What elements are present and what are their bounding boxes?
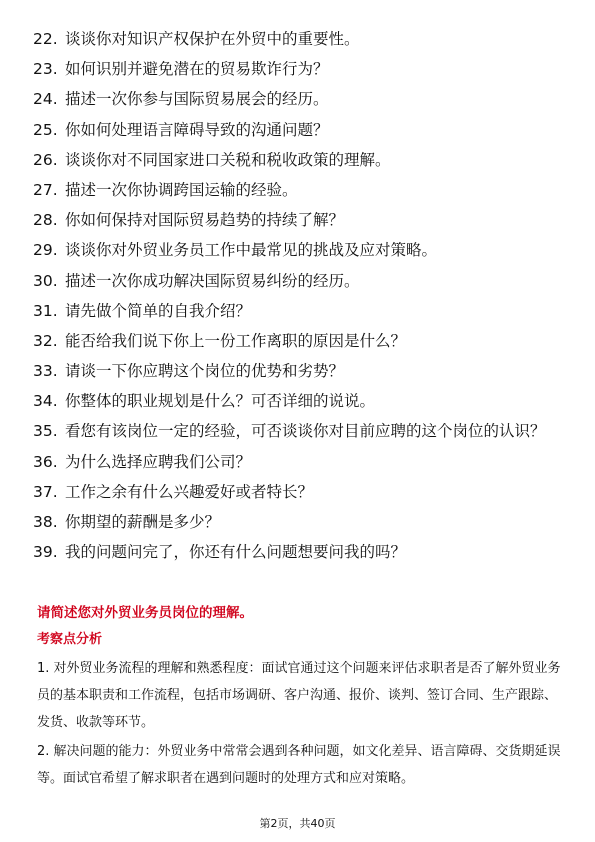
question-item	[33, 360, 563, 382]
question-number: 22.	[33, 30, 58, 48]
question-text: 你期望的薪酬是多少？	[65, 513, 221, 531]
question-text: 能否给我们说下你上一份工作离职的原因是什么？	[65, 331, 407, 350]
section-title: 请简述您对外贸业务员岗位的理解。	[37, 605, 253, 621]
analysis-section	[37, 603, 562, 794]
question-item	[33, 119, 563, 141]
question-number: 32.	[33, 331, 58, 350]
question-text: 描述一次你参与国际贸易展会的经历。	[65, 90, 329, 109]
question-number: 28.	[33, 211, 58, 230]
question-item	[33, 511, 563, 533]
question-text: 如何识别并避免潜在的贸易欺诈行为？	[65, 60, 329, 79]
question-text: 请先做个简单的自我介绍？	[65, 301, 252, 320]
analysis-point: 2. 解决问题的能力：外贸业务中常常会遇到各种问题，如文化差异、语言障碍、交货期延误等。面试官希望了解求职者在遇到问题时的处理方式和应对策略。	[37, 744, 561, 786]
question-text: 你如何处理语言障碍导致的沟通问题？	[65, 120, 329, 139]
question-number: 33.	[33, 362, 58, 381]
question-list	[33, 28, 563, 571]
question-item	[33, 541, 563, 563]
question-number: 34.	[33, 392, 58, 411]
question-number: 23.	[33, 60, 58, 79]
question-text: 谈谈你对知识产权保护在外贸中的重要性。	[65, 30, 360, 48]
question-number: 24.	[33, 90, 58, 109]
question-number: 25.	[33, 120, 58, 139]
question-item	[33, 58, 563, 80]
analysis-point: 1. 对外贸业务流程的理解和熟悉程度：面试官通过这个问题来评估求职者是否了解外贸业务员的基本职责和工作流程，包括市场调研、客户沟通、报价、谈判、签订合同、生产跟踪、发货、收款等环节。	[37, 661, 561, 730]
question-text: 描述一次你协调跨国运输的经验。	[65, 180, 298, 199]
question-item	[33, 390, 563, 412]
question-item	[33, 88, 563, 110]
question-item	[33, 239, 563, 261]
question-number: 29.	[33, 241, 58, 260]
question-text: 描述一次你成功解决国际贸易纠纷的经历。	[65, 271, 360, 290]
question-item	[33, 420, 563, 442]
question-text: 谈谈你对外贸业务员工作中最常见的挑战及应对策略。	[65, 241, 438, 260]
question-text: 看您有该岗位一定的经验，可否谈谈你对目前应聘的这个岗位的认识？	[65, 422, 546, 441]
question-text: 请谈一下你应聘这个岗位的优势和劣势？	[65, 362, 345, 381]
question-item	[33, 28, 563, 50]
question-item	[33, 481, 563, 503]
question-item	[33, 209, 563, 231]
question-item	[33, 270, 563, 292]
question-number: 26.	[33, 150, 58, 169]
question-text: 为什么选择应聘我们公司？	[65, 452, 252, 471]
page-number: 第2页，共40页	[259, 817, 336, 830]
section-subtitle: 考察点分析	[37, 632, 103, 647]
question-text: 你如何保持对国际贸易趋势的持续了解？	[65, 211, 345, 230]
question-text: 我的问题问完了，你还有什么问题想要问我的吗？	[65, 543, 407, 562]
question-number: 37.	[33, 482, 58, 501]
question-item	[33, 149, 563, 171]
question-number: 39.	[33, 543, 58, 562]
question-item	[33, 179, 563, 201]
question-number: 38.	[33, 513, 58, 531]
question-item	[33, 451, 563, 473]
question-text: 谈谈你对不同国家进口关税和税收政策的理解。	[65, 150, 391, 169]
question-number: 36.	[33, 452, 58, 471]
question-text: 工作之余有什么兴趣爱好或者特长？	[65, 482, 314, 501]
question-number: 27.	[33, 180, 58, 199]
question-text: 你整体的职业规划是什么？可否详细的说说。	[65, 392, 376, 411]
question-item	[33, 300, 563, 322]
question-item	[33, 330, 563, 352]
question-number: 30.	[33, 271, 58, 290]
question-number: 35.	[33, 422, 58, 441]
question-number: 31.	[33, 301, 58, 320]
